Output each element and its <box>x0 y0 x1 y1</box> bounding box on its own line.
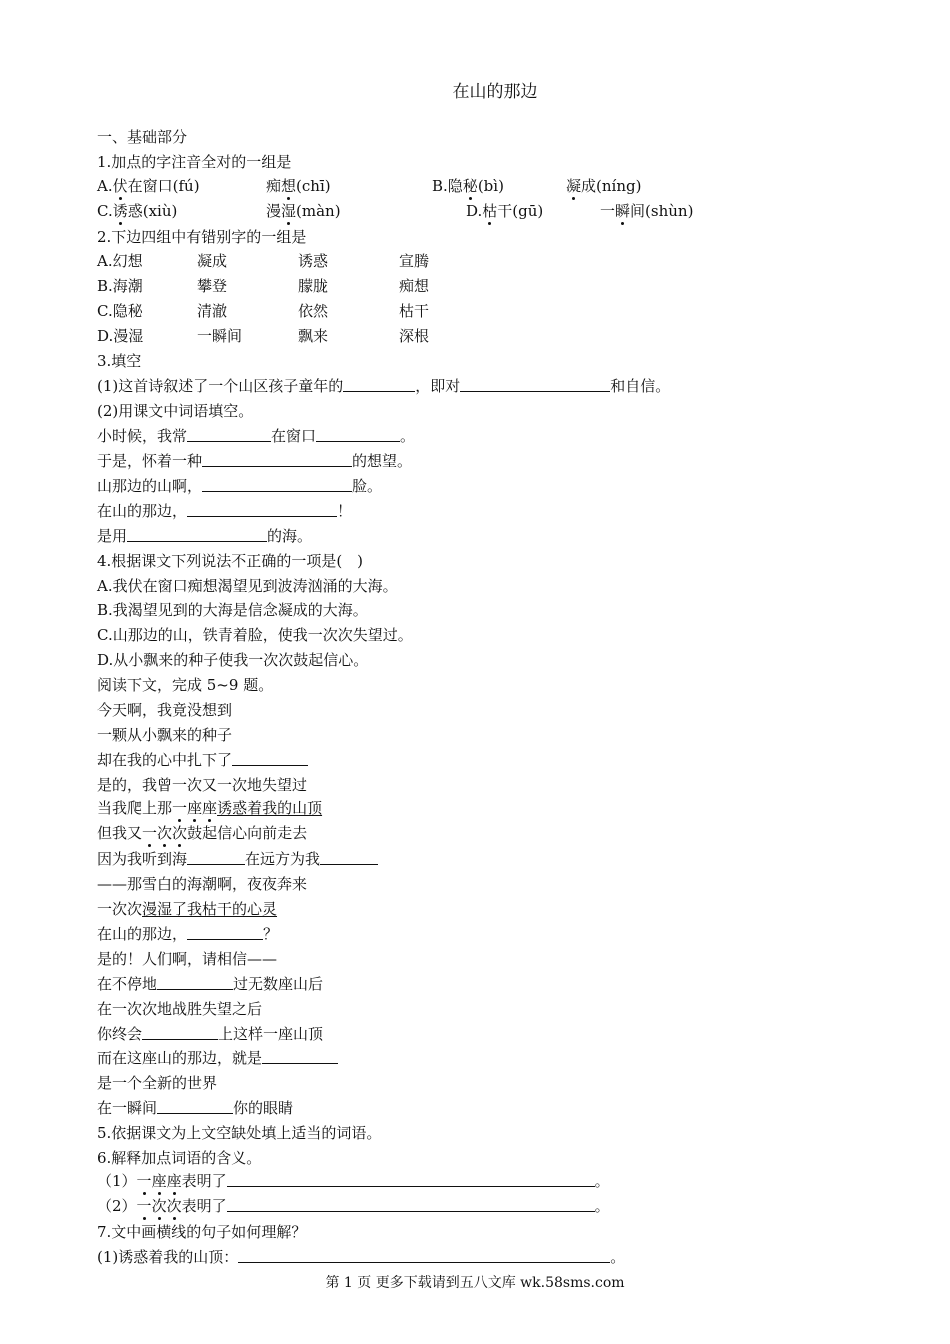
q3-stem: 3.填空 <box>97 352 142 370</box>
q2-row-a: A.幻想 <box>97 252 143 270</box>
poem-line: 是的！人们啊，请相信—— <box>97 950 278 968</box>
answer-blank[interactable] <box>202 452 352 467</box>
q6-stem: 6.解释加点词语的含义。 <box>97 1149 262 1167</box>
q2-cell: 凝成 <box>197 252 228 270</box>
q6-line: （2）一次次表明了 。 <box>97 1197 610 1215</box>
q6-line: （1）一座座表明了 。 <box>97 1172 610 1190</box>
poem-line: 今天啊，我竟没想到 <box>97 701 233 719</box>
q2-cell: 诱惑 <box>298 252 329 270</box>
answer-blank[interactable] <box>202 477 352 492</box>
q3-line: 是用 的海。 <box>97 527 313 545</box>
underlined-sentence: 漫湿了我枯干的心灵 <box>142 900 278 918</box>
q7-line: (1)诱惑着我的山顶： 。 <box>97 1248 626 1266</box>
q2-stem: 2.下边四组中有错别字的一组是 <box>97 228 307 246</box>
q5-stem: 5.依据课文为上文空缺处填上适当的词语。 <box>97 1124 382 1142</box>
q1-option-b: B.隐秘(bì) <box>432 177 504 195</box>
q4-stem: 4.根据课文下列说法不正确的一项是( ) <box>97 552 364 570</box>
q1-option-c2: 漫湿(màn) <box>266 202 341 220</box>
q3-line: 小时候，我常 在窗口 。 <box>97 427 416 445</box>
poem-line: 却在我的心中扎下了 <box>97 751 308 769</box>
answer-blank[interactable] <box>460 377 610 392</box>
q2-cell: 依然 <box>298 302 329 320</box>
answer-blank[interactable] <box>187 925 263 940</box>
answer-blank[interactable] <box>262 1049 338 1064</box>
q2-cell: 清澈 <box>197 302 228 320</box>
section-heading: 一、基础部分 <box>97 128 188 146</box>
q4-option-d: D.从小飘来的种子使我一次次鼓起信心。 <box>97 651 369 669</box>
q3-line: 山那边的山啊， 脸。 <box>97 477 383 495</box>
poem-line: 但我又一次次鼓起信心向前走去 <box>97 824 308 842</box>
q1-option-c: C.诱惑(xiù) <box>97 202 178 220</box>
answer-blank[interactable] <box>343 377 415 392</box>
answer-blank[interactable] <box>157 1099 233 1114</box>
q1-option-a2: 痴想(chī) <box>266 177 331 195</box>
answer-blank[interactable] <box>320 850 378 865</box>
answer-blank[interactable] <box>187 502 337 517</box>
answer-blank[interactable] <box>187 850 245 865</box>
answer-blank[interactable] <box>142 1025 218 1040</box>
q1-option-a: A.伏在窗口(fú) <box>97 177 200 195</box>
q1-stem: 1.加点的字注音全对的一组是 <box>97 153 292 171</box>
q1-option-d2: 一瞬间(shùn) <box>600 202 694 220</box>
poem-line: 在一瞬间 你的眼睛 <box>97 1099 294 1117</box>
underlined-sentence: 诱惑着我的山顶 <box>217 799 323 817</box>
q2-row-d: D.漫湿 <box>97 327 144 345</box>
poem-line: ——那雪白的海潮啊，夜夜奔来 <box>97 875 308 893</box>
q2-cell: 飘来 <box>298 327 329 345</box>
q1-option-d: D.枯干(gū) <box>466 202 544 220</box>
answer-blank[interactable] <box>127 527 267 542</box>
answer-blank[interactable] <box>232 751 308 766</box>
q4-option-c: C.山那边的山，铁青着脸，使我一次次失望过。 <box>97 626 413 644</box>
q3-line: (2)用课文中词语填空。 <box>97 402 254 420</box>
answer-blank[interactable] <box>238 1248 610 1263</box>
poem-line: 因为我听到海 在远方为我 <box>97 850 378 868</box>
q2-row-b: B.海潮 <box>97 277 143 295</box>
poem-line: 在不停地 过无数座山后 <box>97 975 324 993</box>
poem-line: 当我爬上那一座座诱惑着我的山顶 <box>97 799 323 817</box>
page-title: 在山的那边 <box>452 82 538 102</box>
answer-blank[interactable] <box>227 1172 595 1187</box>
q2-cell: 深根 <box>399 327 430 345</box>
poem-line: 一次次漫湿了我枯干的心灵 <box>97 900 278 918</box>
q2-cell: 痴想 <box>399 277 430 295</box>
q2-cell: 朦胧 <box>298 277 329 295</box>
q2-cell: 宣腾 <box>399 252 430 270</box>
answer-blank[interactable] <box>187 427 271 442</box>
answer-blank[interactable] <box>157 975 233 990</box>
reading-intro: 阅读下文，完成 5~9 题。 <box>97 676 274 694</box>
poem-line: 在山的那边， ？ <box>97 925 279 943</box>
q1-option-b2: 凝成(níng) <box>566 177 642 195</box>
q2-cell: 攀登 <box>197 277 228 295</box>
q2-cell: 一瞬间 <box>197 327 243 345</box>
poem-line: 你终会 上这样一座山顶 <box>97 1025 324 1043</box>
q4-option-a: A.我伏在窗口痴想渴望见到波涛汹涌的大海。 <box>97 577 398 595</box>
q2-row-c: C.隐秘 <box>97 302 143 320</box>
answer-blank[interactable] <box>227 1197 595 1212</box>
q3-line: 于是，怀着一种 的想望。 <box>97 452 413 470</box>
poem-line: 是一个全新的世界 <box>97 1074 218 1092</box>
page-footer: 第 1 页 更多下载请到五八文库 wk.58sms.com <box>325 1275 625 1291</box>
answer-blank[interactable] <box>316 427 400 442</box>
poem-line: 一颗从小飘来的种子 <box>97 726 233 744</box>
poem-line: 是的，我曾一次又一次地失望过 <box>97 776 308 794</box>
q3-line: (1)这首诗叙述了一个山区孩子童年的 ，即对 和自信。 <box>97 377 671 395</box>
q4-option-b: B.我渴望见到的大海是信念凝成的大海。 <box>97 601 368 619</box>
q7-stem: 7.文中画横线的句子如何理解？ <box>97 1223 307 1241</box>
q2-cell: 枯干 <box>399 302 430 320</box>
poem-line: 而在这座山的那边，就是 <box>97 1049 338 1067</box>
q3-line: 在山的那边， ！ <box>97 502 353 520</box>
poem-line: 在一次次地战胜失望之后 <box>97 1000 263 1018</box>
